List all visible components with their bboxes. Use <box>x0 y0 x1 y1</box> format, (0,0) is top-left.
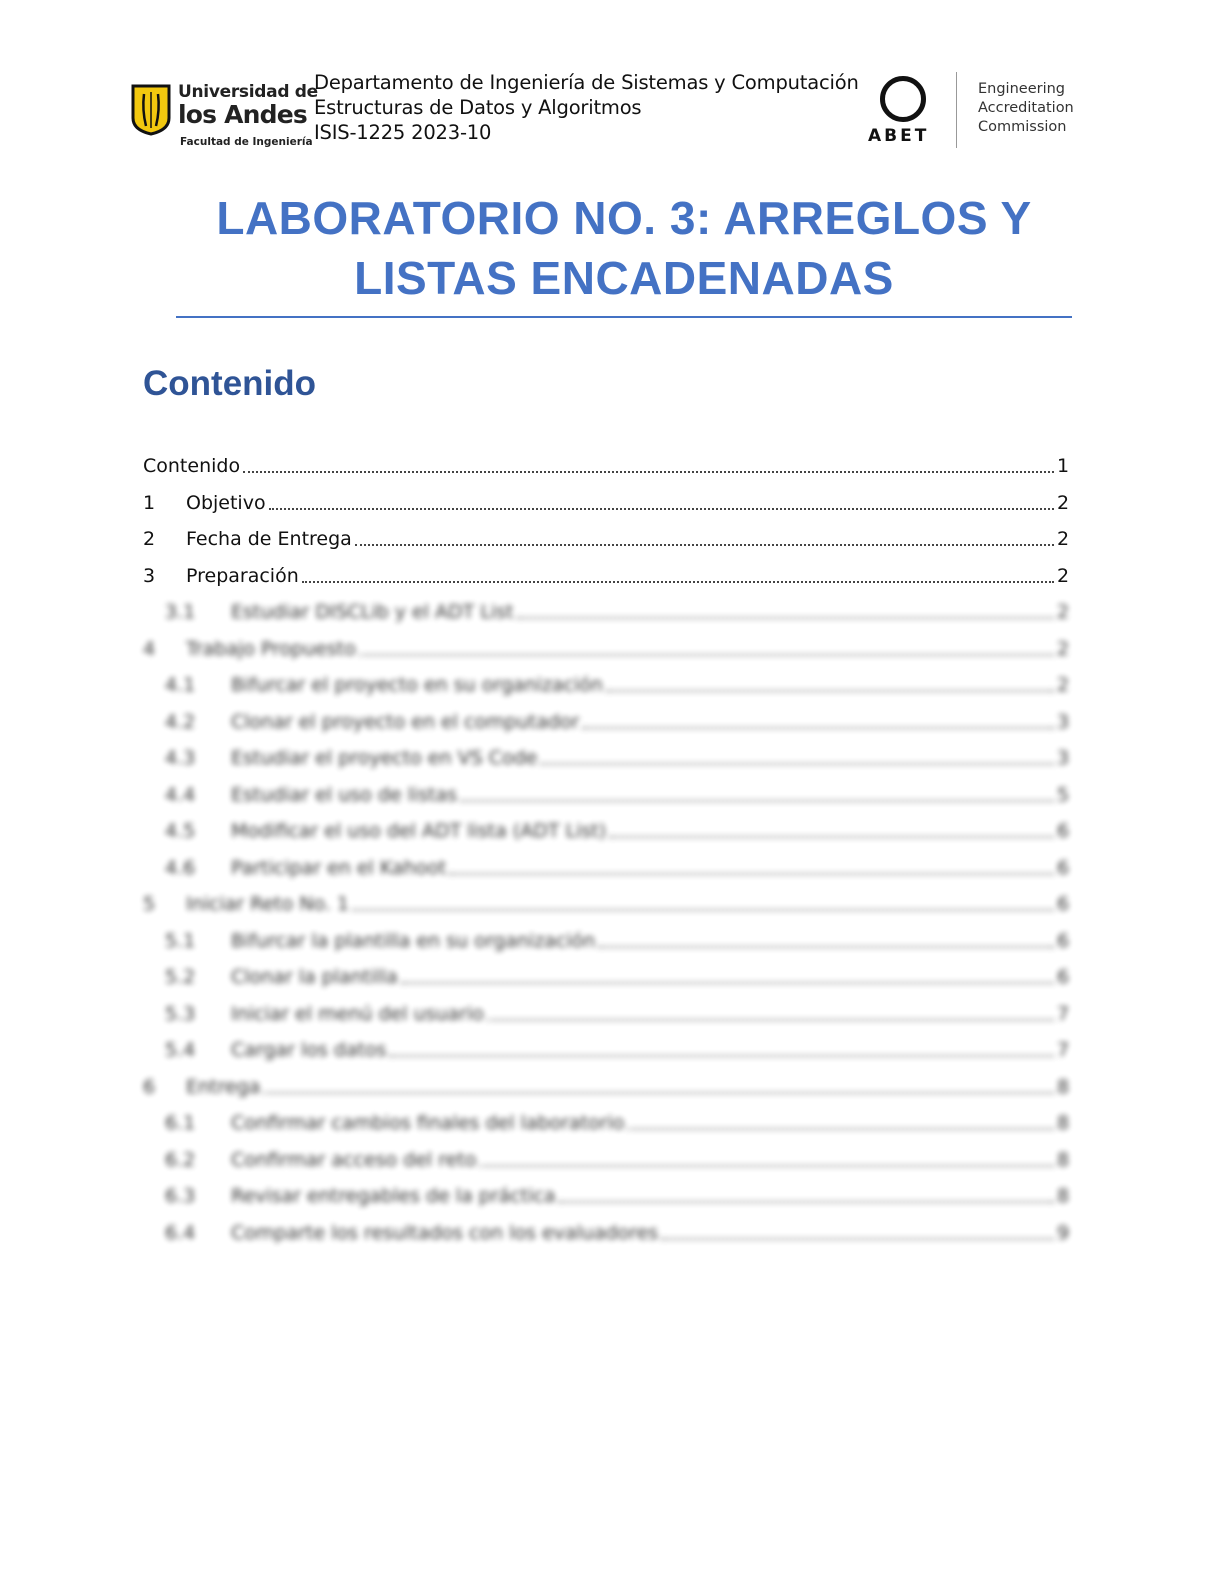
toc-entry-number: 6.3 <box>165 1185 196 1208</box>
toc-entry-page: 6 <box>1057 856 1070 879</box>
toc-dot-leader <box>487 1019 1054 1021</box>
toc-entry-page: 8 <box>1057 1185 1070 1208</box>
toc-entry-label: Trabajo Propuesto <box>186 637 356 660</box>
abet-commission <box>978 80 1074 137</box>
toc-entry[interactable] <box>143 740 1069 777</box>
toc-entry-page: 2 <box>1057 564 1070 587</box>
toc-entry-page: 6 <box>1057 966 1070 989</box>
toc-entry-label: Objetivo <box>186 491 266 514</box>
toc-entry[interactable] <box>143 1215 1069 1252</box>
toc-entry-number: 4.2 <box>165 710 196 733</box>
uniandes-logo <box>130 82 318 152</box>
toc-entry-label: Participar en el Kahoot <box>231 856 447 879</box>
title-line: LISTAS ENCADENADAS <box>354 252 894 304</box>
toc-dot-leader <box>352 909 1054 911</box>
toc-entry-number: 1 <box>143 491 156 514</box>
toc-entry-number: 3.1 <box>165 601 196 624</box>
toc-entry[interactable] <box>143 485 1069 522</box>
toc-dot-leader <box>460 800 1054 802</box>
abet-label: ABET <box>868 126 930 146</box>
toc-entry-number: 6.2 <box>165 1148 196 1171</box>
toc-entry[interactable] <box>143 959 1069 996</box>
toc-dot-leader <box>609 836 1054 838</box>
toc-entry[interactable] <box>143 923 1069 960</box>
toc-entry-number: 3 <box>143 564 156 587</box>
toc-entry-label: Estudiar el uso de listas <box>231 783 458 806</box>
document-header <box>130 68 1090 158</box>
toc-entry[interactable] <box>143 850 1069 887</box>
toc-entry-page: 9 <box>1057 1221 1070 1244</box>
toc-entry-number: 5.2 <box>165 966 196 989</box>
toc-entry-number: 5.4 <box>165 1039 196 1062</box>
abet-circle-icon <box>880 76 926 122</box>
toc-entry[interactable] <box>143 521 1069 558</box>
toc-dot-leader <box>263 1092 1054 1094</box>
toc-entry-page: 7 <box>1057 1002 1070 1025</box>
toc-dot-leader <box>598 946 1054 948</box>
toc-entry-page: 3 <box>1057 710 1070 733</box>
table-of-contents <box>143 448 1069 1251</box>
toc-entry-page: 5 <box>1057 783 1070 806</box>
toc-entry[interactable] <box>143 777 1069 814</box>
toc-dot-leader <box>479 1165 1054 1167</box>
toc-entry-label: Cargar los datos <box>231 1039 387 1062</box>
toc-entry-page: 8 <box>1057 1112 1070 1135</box>
toc-entry-label: Bifurcar la plantilla en su organización <box>231 929 596 952</box>
toc-entry-page: 3 <box>1057 747 1070 770</box>
toc-entry[interactable] <box>143 1142 1069 1179</box>
toc-entry-number: 6.1 <box>165 1112 196 1135</box>
commission-line: Engineering <box>978 81 1065 97</box>
commission-line: Accreditation <box>978 100 1074 116</box>
toc-entry-page: 6 <box>1057 893 1070 916</box>
toc-entry-label: Modificar el uso del ADT lista (ADT List) <box>231 820 607 843</box>
toc-dot-leader <box>449 873 1054 875</box>
toc-dot-leader <box>355 544 1054 546</box>
toc-entry-page: 8 <box>1057 1148 1070 1171</box>
toc-entry-label: Estudiar el proyecto en VS Code <box>231 747 538 770</box>
toc-entry[interactable] <box>143 1069 1069 1106</box>
toc-dot-leader <box>517 617 1054 619</box>
toc-entry-number: 4.1 <box>165 674 196 697</box>
toc-entry-label: Bifurcar el proyecto en su organización <box>231 674 603 697</box>
toc-dot-leader <box>627 1128 1054 1130</box>
title-underline <box>176 316 1072 318</box>
commission-line: Commission <box>978 119 1067 135</box>
toc-entry-label: Fecha de Entrega <box>186 528 352 551</box>
toc-entry-number: 2 <box>143 528 156 551</box>
toc-entry[interactable] <box>143 448 1069 485</box>
toc-entry-label: Contenido <box>143 455 241 478</box>
faculty-name: Facultad de Ingeniería <box>180 136 313 148</box>
university-name-line2: los Andes <box>178 100 308 129</box>
toc-entry-number: 5.3 <box>165 1002 196 1025</box>
toc-entry-label: Clonar la plantilla <box>231 966 398 989</box>
toc-entry-label: Iniciar el menú del usuario <box>231 1002 484 1025</box>
toc-entry[interactable] <box>143 1032 1069 1069</box>
toc-entry-number: 6 <box>143 1075 156 1098</box>
toc-entry[interactable] <box>143 594 1069 631</box>
toc-entry-number: 4.3 <box>165 747 196 770</box>
toc-dot-leader <box>582 727 1054 729</box>
toc-entry-page: 6 <box>1057 929 1070 952</box>
toc-dot-leader <box>606 690 1054 692</box>
toc-entry-label: Confirmar cambios finales del laboratorio <box>231 1112 625 1135</box>
toc-entry[interactable] <box>143 704 1069 741</box>
toc-entry[interactable] <box>143 1178 1069 1215</box>
toc-entry-page: 1 <box>1057 455 1070 478</box>
toc-dot-leader <box>540 763 1054 765</box>
course-name: Estructuras de Datos y Algoritmos <box>314 96 642 119</box>
toc-entry[interactable] <box>143 667 1069 704</box>
toc-entry-page: 7 <box>1057 1039 1070 1062</box>
toc-entry-label: Confirmar acceso del reto <box>231 1148 477 1171</box>
toc-entry[interactable] <box>143 886 1069 923</box>
toc-heading: Contenido <box>143 364 317 403</box>
toc-entry-number: 4.4 <box>165 783 196 806</box>
toc-entry-page: 2 <box>1057 601 1070 624</box>
toc-entry-label: Clonar el proyecto en el computador <box>231 710 580 733</box>
toc-entry-number: 6.4 <box>165 1221 196 1244</box>
title-line: LABORATORIO NO. 3: ARREGLOS Y <box>216 192 1032 244</box>
toc-entry-number: 4 <box>143 637 156 660</box>
abet-logo <box>864 74 944 154</box>
toc-dot-leader <box>558 1201 1054 1203</box>
toc-entry-page: 8 <box>1057 1075 1070 1098</box>
toc-dot-leader <box>243 471 1054 473</box>
toc-entry-number: 4.6 <box>165 856 196 879</box>
toc-entry-label: Entrega <box>186 1075 261 1098</box>
university-name-line1: Universidad de <box>178 82 318 102</box>
toc-entry-page: 2 <box>1057 637 1070 660</box>
toc-entry[interactable] <box>143 813 1069 850</box>
toc-dot-leader <box>661 1238 1054 1240</box>
document-title <box>176 188 1072 308</box>
toc-entry-number: 4.5 <box>165 820 196 843</box>
department-name: Departamento de Ingeniería de Sistemas y Computación <box>314 71 859 94</box>
toc-entry-number: 5.1 <box>165 929 196 952</box>
toc-entry-number: 5 <box>143 893 156 916</box>
toc-entry-page: 2 <box>1057 491 1070 514</box>
uniandes-shield-icon <box>130 84 172 136</box>
logo-divider <box>956 72 957 148</box>
toc-entry-label: Iniciar Reto No. 1 <box>186 893 349 916</box>
toc-entry-page: 2 <box>1057 528 1070 551</box>
toc-entry-page: 2 <box>1057 674 1070 697</box>
toc-entry[interactable] <box>143 558 1069 595</box>
toc-dot-leader <box>401 982 1054 984</box>
toc-entry-label: Revisar entregables de la práctica <box>231 1185 556 1208</box>
toc-entry-label: Comparte los resultados con los evaluadores <box>231 1221 659 1244</box>
toc-dot-leader <box>269 508 1054 510</box>
toc-entry[interactable] <box>143 1105 1069 1142</box>
course-code: ISIS-1225 2023-10 <box>314 121 492 144</box>
toc-entry[interactable] <box>143 996 1069 1033</box>
toc-entry-page: 6 <box>1057 820 1070 843</box>
toc-dot-leader <box>359 654 1054 656</box>
toc-dot-leader <box>389 1055 1054 1057</box>
toc-entry-label: Preparación <box>186 564 299 587</box>
toc-entry[interactable] <box>143 631 1069 668</box>
toc-entry-label: Estudiar DISCLib y el ADT List <box>231 601 514 624</box>
toc-dot-leader <box>302 581 1054 583</box>
department-info <box>314 70 859 145</box>
